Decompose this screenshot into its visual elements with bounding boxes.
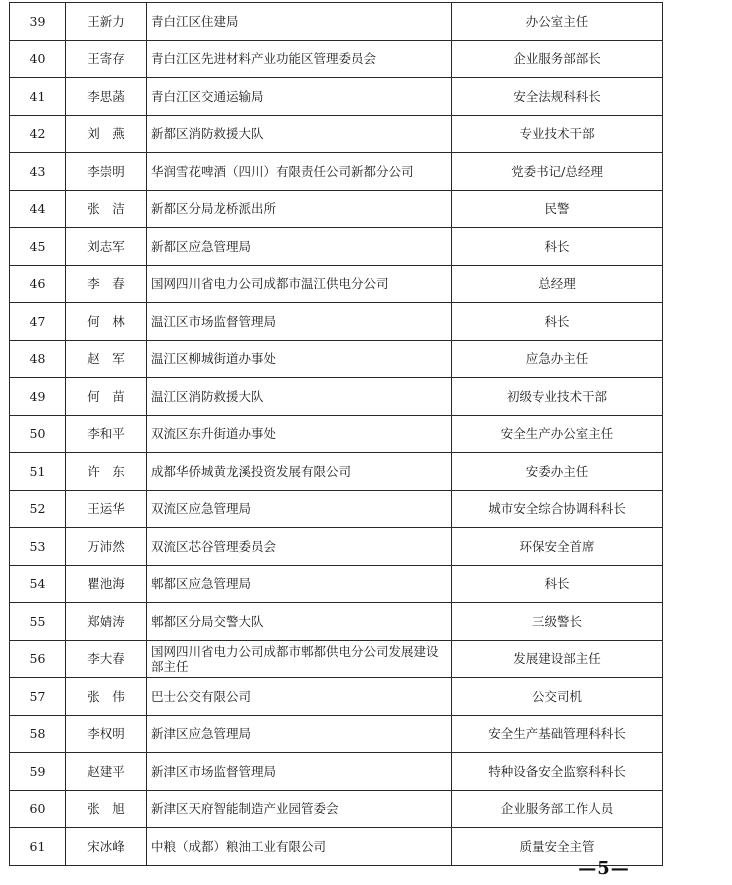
job-title-cell: 特种设备安全监察科科长 <box>452 753 663 791</box>
work-unit-cell: 双流区应急管理局 <box>147 490 452 528</box>
person-name-cell: 张 旭 <box>66 790 147 828</box>
row-number-cell: 53 <box>10 528 66 566</box>
table-row <box>10 490 663 528</box>
table-row <box>10 115 663 153</box>
person-name-cell: 张 洁 <box>66 190 147 228</box>
work-unit-cell: 新都区分局龙桥派出所 <box>147 190 452 228</box>
job-title-cell: 公交司机 <box>452 678 663 716</box>
table-row <box>10 640 663 678</box>
table-row <box>10 40 663 78</box>
person-name-cell: 赵 军 <box>66 340 147 378</box>
work-unit-cell: 郫都区分局交警大队 <box>147 603 452 641</box>
work-unit-cell: 新都区应急管理局 <box>147 228 452 266</box>
person-name-cell: 李思菡 <box>66 78 147 116</box>
work-unit-cell: 华润雪花啤酒（四川）有限责任公司新都分公司 <box>147 153 452 191</box>
table-row <box>10 190 663 228</box>
job-title-cell: 安全生产基础管理科科长 <box>452 715 663 753</box>
table-row <box>10 603 663 641</box>
job-title-cell: 总经理 <box>452 265 663 303</box>
personnel-table <box>9 2 663 866</box>
work-unit-cell: 成都华侨城黄龙溪投资发展有限公司 <box>147 453 452 491</box>
table-row <box>10 678 663 716</box>
person-name-cell: 李大春 <box>66 640 147 678</box>
job-title-cell: 办公室主任 <box>452 3 663 41</box>
row-number-cell: 56 <box>10 640 66 678</box>
person-name-cell: 许 东 <box>66 453 147 491</box>
job-title-cell: 发展建设部主任 <box>452 640 663 678</box>
row-number-cell: 58 <box>10 715 66 753</box>
work-unit-cell: 双流区东升街道办事处 <box>147 415 452 453</box>
person-name-cell: 王运华 <box>66 490 147 528</box>
job-title-cell: 企业服务部部长 <box>452 40 663 78</box>
table-row <box>10 715 663 753</box>
row-number-cell: 52 <box>10 490 66 528</box>
work-unit-cell: 国网四川省电力公司成都市郫都供电分公司发展建设部主任 <box>147 640 452 678</box>
work-unit-cell: 双流区芯谷管理委员会 <box>147 528 452 566</box>
person-name-cell: 郑婧涛 <box>66 603 147 641</box>
person-name-cell: 何 苗 <box>66 378 147 416</box>
work-unit-cell: 温江区市场监督管理局 <box>147 303 452 341</box>
job-title-cell: 质量安全主管 <box>452 828 663 866</box>
work-unit-cell: 新津区天府智能制造产业园管委会 <box>147 790 452 828</box>
table-row <box>10 228 663 266</box>
person-name-cell: 张 伟 <box>66 678 147 716</box>
job-title-cell: 安委办主任 <box>452 453 663 491</box>
person-name-cell: 刘志军 <box>66 228 147 266</box>
table-row <box>10 790 663 828</box>
row-number-cell: 61 <box>10 828 66 866</box>
row-number-cell: 45 <box>10 228 66 266</box>
job-title-cell: 民警 <box>452 190 663 228</box>
work-unit-cell: 青白江区住建局 <box>147 3 452 41</box>
job-title-cell: 城市安全综合协调科科长 <box>452 490 663 528</box>
person-name-cell: 宋冰峰 <box>66 828 147 866</box>
job-title-cell: 安全法规科科长 <box>452 78 663 116</box>
job-title-cell: 专业技术干部 <box>452 115 663 153</box>
person-name-cell: 李 春 <box>66 265 147 303</box>
row-number-cell: 44 <box>10 190 66 228</box>
table-row <box>10 453 663 491</box>
job-title-cell: 环保安全首席 <box>452 528 663 566</box>
row-number-cell: 48 <box>10 340 66 378</box>
table-row <box>10 78 663 116</box>
row-number-cell: 39 <box>10 3 66 41</box>
person-name-cell: 李权明 <box>66 715 147 753</box>
table-row <box>10 753 663 791</box>
person-name-cell: 万沛然 <box>66 528 147 566</box>
person-name-cell: 赵建平 <box>66 753 147 791</box>
table-row <box>10 378 663 416</box>
table-row <box>10 828 663 866</box>
work-unit-cell: 温江区柳城街道办事处 <box>147 340 452 378</box>
job-title-cell: 党委书记/总经理 <box>452 153 663 191</box>
row-number-cell: 57 <box>10 678 66 716</box>
row-number-cell: 41 <box>10 78 66 116</box>
person-name-cell: 李和平 <box>66 415 147 453</box>
person-name-cell: 刘 燕 <box>66 115 147 153</box>
work-unit-cell: 中粮（成都）粮油工业有限公司 <box>147 828 452 866</box>
person-name-cell: 李崇明 <box>66 153 147 191</box>
job-title-cell: 安全生产办公室主任 <box>452 415 663 453</box>
job-title-cell: 应急办主任 <box>452 340 663 378</box>
work-unit-cell: 青白江区交通运输局 <box>147 78 452 116</box>
personnel-table-body <box>10 3 663 866</box>
row-number-cell: 49 <box>10 378 66 416</box>
row-number-cell: 42 <box>10 115 66 153</box>
table-row <box>10 340 663 378</box>
row-number-cell: 55 <box>10 603 66 641</box>
row-number-cell: 54 <box>10 565 66 603</box>
table-row <box>10 415 663 453</box>
table-row <box>10 153 663 191</box>
person-name-cell: 王新力 <box>66 3 147 41</box>
job-title-cell: 初级专业技术干部 <box>452 378 663 416</box>
row-number-cell: 50 <box>10 415 66 453</box>
work-unit-cell: 青白江区先进材料产业功能区管理委员会 <box>147 40 452 78</box>
row-number-cell: 59 <box>10 753 66 791</box>
job-title-cell: 三级警长 <box>452 603 663 641</box>
work-unit-cell: 新津区市场监督管理局 <box>147 753 452 791</box>
row-number-cell: 40 <box>10 40 66 78</box>
person-name-cell: 瞿池海 <box>66 565 147 603</box>
job-title-cell: 企业服务部工作人员 <box>452 790 663 828</box>
page-number: —5— <box>578 858 630 879</box>
table-row <box>10 528 663 566</box>
work-unit-cell: 新都区消防救援大队 <box>147 115 452 153</box>
job-title-cell: 科长 <box>452 228 663 266</box>
row-number-cell: 47 <box>10 303 66 341</box>
table-row <box>10 303 663 341</box>
work-unit-cell: 郫都区应急管理局 <box>147 565 452 603</box>
job-title-cell: 科长 <box>452 303 663 341</box>
work-unit-cell: 巴士公交有限公司 <box>147 678 452 716</box>
table-row <box>10 565 663 603</box>
work-unit-cell: 温江区消防救援大队 <box>147 378 452 416</box>
work-unit-cell: 国网四川省电力公司成都市温江供电分公司 <box>147 265 452 303</box>
row-number-cell: 51 <box>10 453 66 491</box>
table-row <box>10 265 663 303</box>
table-row <box>10 3 663 41</box>
work-unit-cell: 新津区应急管理局 <box>147 715 452 753</box>
job-title-cell: 科长 <box>452 565 663 603</box>
row-number-cell: 43 <box>10 153 66 191</box>
person-name-cell: 王寄存 <box>66 40 147 78</box>
person-name-cell: 何 林 <box>66 303 147 341</box>
row-number-cell: 60 <box>10 790 66 828</box>
row-number-cell: 46 <box>10 265 66 303</box>
